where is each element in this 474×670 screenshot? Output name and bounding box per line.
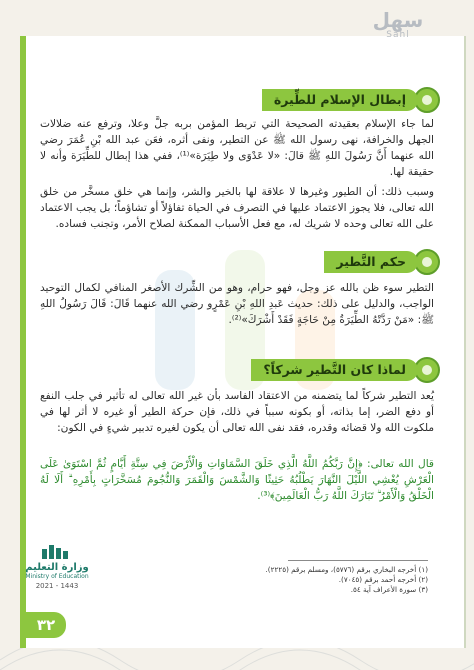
section-heading-why-shirk	[251, 358, 440, 382]
footnote-divider	[288, 560, 428, 561]
quran-verse: قال الله تعالى: ﴿إِنَّ رَبَّكُمُ اللَّهُ الَّذِي خَلَقَ السَّمَاوَاتِ وَالْأَرْضَ فِي سِتَّةِ أَيَّامٍ ثُمَّ اسْتَوَىٰ عَلَى الْعَرْشِ يُغْشِي اللَّيْلَ النَّهَارَ يَطْلُبُهُ حَثِيثًا وَالشَّمْسَ وَالْقَمَرَ وَالنُّجُومَ مُسَخَّرَاتٍ بِأَمْرِهِ ۗ أَلَا لَهُ الْخَلْقُ وَالْأَمْرُ ۗ تَبَارَكَ اللَّهُ رَبُّ الْعَالَمِينَ﴾⁽³⁾.	[40, 458, 434, 502]
paragraph: يُعد التطير شركاً لما يتضمنه من الاعتقاد الفاسد بأن غير الله تعالى له تأثير في جلب النفع أو دفع الضر، إما بذاته، أو بكونه سبباً في ذلك، فإن حركة الطير أو غيره لا أثر لها في ملكوت الله ولا قضائه وقدره، فقد نفى الله تعالى أن يكون لغيره تدبير شيءٍ في الكون:	[40, 390, 434, 434]
section-title: لماذا كان التَّطير شركاً؟	[251, 359, 418, 381]
ministry-name-arabic: وزارة التعليم	[25, 562, 89, 573]
section-title: حكم التَّطير	[324, 251, 418, 273]
edition-year: 2021 - 1443	[35, 582, 79, 590]
footnote: (٣) سورة الأعراف آية ٥٤.	[350, 585, 428, 594]
footnotes	[266, 565, 428, 595]
logo-english: Sahl	[386, 30, 410, 40]
section-title: إبطال الإسلام للطِّيرة	[262, 89, 418, 111]
footnote: (٢) أخرجه أحمد برقم (٧٠٤٥).	[338, 575, 428, 584]
ministry-logo	[18, 545, 96, 590]
section-heading-abolition	[262, 88, 440, 112]
page-number: ٣٢	[26, 612, 66, 638]
footnote: (١) أخرجه البخاري برقم (٥٧٧٦)، ومسلم برقم (٢٢٢٥).	[265, 565, 428, 574]
sahl-logo	[368, 10, 428, 40]
ministry-name-english: Ministry of Education	[25, 573, 89, 580]
logo-arabic: سهل	[372, 8, 424, 32]
paragraph: التطير سوء ظن بالله عز وجل، فهو حرام، وهو من الشِّرك الأصغر المنافي لكمال التوحيد الواجب، والدليل على ذلك: حديث عَبدِ اللهِ بْنِ عَمْرٍو رضي الله عنهما قَالَ: قَالَ رَسُولُ اللهِ ﷺ: «مَنْ رَدَّتْهُ الطِّيَرَةُ مِنْ حَاجَةٍ فَقَدْ أَشْرَكَ»⁽²⁾.	[40, 282, 434, 326]
ministry-emblem-icon	[18, 545, 96, 562]
section-heading-ruling	[324, 250, 440, 274]
paragraph: وسبب ذلك: أن الطيور وغيرها لا علاقة لها بالخير والشر، وإنما هي خلق مسخَّر من خلق الله تعالى، فلا يجوز الاعتماد عليها في التصرف في الحياة تفاؤلاً أو تشاؤماً؛ بل يجب الاعتماد على الله تعالى وحده لا شريك له، مع فعل الأسباب الممكنة لصلاح الأمر، وتجنب فساده.	[40, 186, 434, 230]
paragraph: لما جاء الإسلام بعقيدته الصحيحة التي تربط المؤمن بربه جلَّ وعلا، وترفع عنه ضلالات الجهل والخرافة، نهى رسول الله ﷺ عن التطير، ونفى أثره، فعَن عبد الله بْنِ عُمَرَ رضي الله عنهما أَنَّ رَسُولَ اللهِ ﷺ قالَ: «لا عَدْوَى ولا طِيَرَة»⁽¹⁾، ففي هذا إبطال للطِّيَرَة وأنه لا حقيقة لها.	[40, 118, 434, 178]
